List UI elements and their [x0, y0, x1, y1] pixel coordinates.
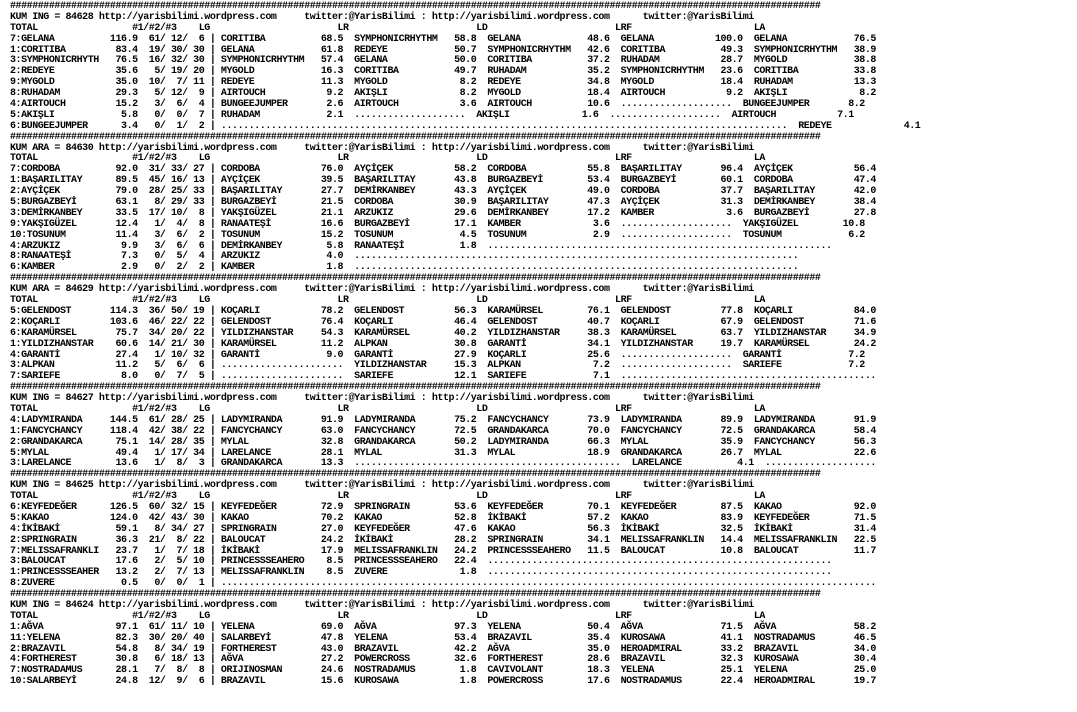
- report-row: 6:BUNGEEJUMPER 3.4 0/ 1/ 2 | ...................................................................................................... REDEYE 4.1: [10, 120, 921, 132]
- separator-line: ##################################################################################################################################################: [10, 469, 821, 481]
- report-row: 2:SPRINGRAIN 36.3 21/ 8/ 22 | BALOUCAT 24.2 İKİBAKİ 28.2 SPRINGRAIN 34.1 MELISSAFRANKLIN 14.4 MELISSAFRANKLIN 22.5: [10, 534, 876, 546]
- race-header: KUM ING = 84625 http://yarisbilimi.wordpress.com twitter:@YarisBilimi : http://yarisbilimi.wordpress.com twitter:@YarisBilimi: [10, 480, 754, 492]
- report-row: 9:MYGOLD 35.0 10/ 7/ 11 | REDEYE 11.3 MYGOLD 8.2 REDEYE 34.8 MYGOLD 18.4 RUHADAM 13.3: [10, 77, 876, 89]
- separator-line: ##################################################################################################################################################: [10, 1, 821, 12]
- report-row: 3:SYMPHONICRHYTH 76.5 16/ 32/ 30 | SYMPHONICRHYTHM 57.4 GELANA 50.0 CORITIBA 37.2 RUHADAM 28.7 MYGOLD 38.8: [10, 55, 876, 67]
- report-row: 5:KAKAO 124.0 42/ 43/ 30 | KAKAO 70.2 KAKAO 52.8 İKİBAKİ 57.2 KAKAO 83.9 KEYFEDEĞER 71.5: [10, 512, 876, 524]
- report-row: 4:GARANTİ 27.4 1/ 10/ 32 | GARANTİ 9.0 GARANTİ 27.9 KOÇARLI 25.6 .................... GARANTİ 7.2: [10, 349, 865, 361]
- report-row: 1:PRINCESSSEAHER 13.2 2/ 7/ 13 | MELISSAFRANKLIN 8.5 ZUVERE 1.8 ..............................................................: [10, 567, 832, 579]
- race-header: KUM ARA = 84630 http://yarisbilimi.wordpress.com twitter:@YarisBilimi : http://yarisbilimi.wordpress.com twitter:@YarisBilimi: [10, 142, 754, 154]
- report-row: 2:BRAZAVIL 54.8 8/ 34/ 19 | FORTHEREST 43.0 BRAZAVIL 42.2 AĞVA 35.0 HEROADMIRAL 33.2 BRAZAVIL 34.0: [10, 643, 876, 655]
- report-row: 2:KOÇARLI 103.6 46/ 22/ 22 | GELENDOST 76.4 KOÇARLI 46.4 GELENDOST 40.7 KOÇARLI 67.9 GELENDOST 71.6: [10, 316, 876, 328]
- report-row: 2:AYÇİÇEK 79.0 28/ 25/ 33 | BAŞARILITAY 27.7 DEMİRKANBEY 43.3 AYÇİÇEK 49.0 CORDOBA 37.7 BAŞARILITAY 42.0: [10, 186, 876, 198]
- separator-line: ##################################################################################################################################################: [10, 131, 821, 143]
- report-row: 4:FORTHEREST 30.8 6/ 18/ 13 | AĞVA 27.2 POWERCROSS 32.6 FORTHEREST 28.6 BRAZAVIL 32.3 KUROSAWA 30.4: [10, 654, 876, 666]
- report-row: 4:İKİBAKİ 59.1 8/ 34/ 27 | SPRINGRAIN 27.0 KEYFEDEĞER 47.6 KAKAO 56.3 İKİBAKİ 32.5 İKİBAKİ 31.4: [10, 523, 876, 535]
- report-row: 6:KAMBER 2.9 0/ 2/ 2 | KAMBER 1.8 ................................................................................: [10, 262, 799, 274]
- column-header: TOTAL #1/#2/#3 LG LR LD LRF LA: [10, 153, 765, 165]
- race-header: KUM ING = 84627 http://yarisbilimi.wordpress.com twitter:@YarisBilimi : http://yarisbilimi.wordpress.com twitter:@YarisBilimi: [10, 393, 754, 405]
- report-row: 3:ALPKAN 11.2 5/ 6/ 6 | ...................... YILDIZHANSTAR 15.3 ALPKAN 7.2 .................... SARIEFE 7.2: [10, 360, 865, 372]
- column-header: TOTAL #1/#2/#3 LG LR LD LRF LA: [10, 22, 765, 34]
- report-row: 7:MELISSAFRANKLI 23.7 1/ 7/ 18 | İKİBAKİ 17.9 MELISSAFRANKLIN 24.2 PRINCESSSEAHERO 11.5 BALOUCAT 10.8 BALOUCAT 11.7: [10, 545, 876, 557]
- report-row: 4:LADYMIRANDA 144.5 61/ 28/ 25 | LADYMIRANDA 91.9 LADYMIRANDA 75.2 FANCYCHANCY 73.9 LADYMIRANDA 89.9 LADYMIRANDA 91.9: [10, 414, 876, 426]
- report-row: 4:ARZUKIZ 9.9 3/ 6/ 6 | DEMİRKANBEY 5.8 RANAATEŞİ 1.8 ..............................................................: [10, 240, 832, 252]
- report-row: 5:AKIŞLI 5.8 0/ 0/ 7 | RUHADAM 2.1 .................... AKIŞLI 1.6 .................... AIRTOUCH 7.1: [10, 109, 854, 121]
- report-row: 9:YAKŞIGÜZEL 12.4 1/ 4/ 8 | RANAATEŞİ 16.6 BURGAZBEYİ 17.1 KAMBER 3.6 .................... YAKŞIGÜZEL 10.8: [10, 218, 865, 230]
- column-header: TOTAL #1/#2/#3 LG LR LD LRF LA: [10, 610, 765, 622]
- report-row: 5:BURGAZBEYİ 63.1 8/ 29/ 33 | BURGAZBEYİ 21.5 CORDOBA 30.9 BAŞARILITAY 47.3 AYÇİÇEK 31.3 DEMİRKANBEY 38.4: [10, 197, 876, 209]
- report-row: 4:AIRTOUCH 15.2 3/ 6/ 4 | BUNGEEJUMPER 2.6 AIRTOUCH 3.6 AIRTOUCH 10.6 .................... BUNGEEJUMPER 8.2: [10, 99, 865, 111]
- column-header: TOTAL #1/#2/#3 LG LR LD LRF LA: [10, 491, 765, 503]
- separator-line: ##################################################################################################################################################: [10, 273, 821, 285]
- separator-line: ##################################################################################################################################################: [10, 589, 821, 601]
- report-row: 10:TOSUNUM 11.4 3/ 6/ 2 | TOSUNUM 15.2 TOSUNUM 4.5 TOSUNUM 2.9 .................... TOSUNUM 6.2: [10, 229, 865, 241]
- race-header: KUM ING = 84628 http://yarisbilimi.wordpress.com twitter:@YarisBilimi : http://yarisbilimi.wordpress.com twitter:@YarisBilimi: [10, 11, 754, 23]
- report-row: 1:YILDIZHANSTAR 60.6 14/ 21/ 30 | KARAMÜRSEL 11.2 ALPKAN 30.8 GARANTİ 34.1 YILDIZHANSTAR 19.7 KARAMÜRSEL 24.2: [10, 338, 876, 350]
- race-header: KUM ING = 84624 http://yarisbilimi.wordpress.com twitter:@YarisBilimi : http://yarisbilimi.wordpress.com twitter:@YarisBilimi: [10, 599, 754, 611]
- race-header: KUM ARA = 84629 http://yarisbilimi.wordpress.com twitter:@YarisBilimi : http://yarisbilimi.wordpress.com twitter:@YarisBilimi: [10, 284, 754, 296]
- report-row: 5:MYLAL 49.4 1/ 17/ 34 | LARELANCE 28.1 MYLAL 31.3 MYLAL 18.9 GRANDAKARCA 26.7 MYLAL 22.6: [10, 447, 876, 459]
- report-row: 7:CORDOBA 92.0 31/ 33/ 27 | CORDOBA 76.0 AYÇİÇEK 58.2 CORDOBA 55.8 BAŞARILITAY 96.4 AYÇİÇEK 56.4: [10, 164, 876, 176]
- report-row: 3:LARELANCE 13.6 1/ 8/ 3 | GRANDAKARCA 13.3 ................................................ LARELANCE 4.1 ....................: [10, 458, 876, 470]
- report-row: 1:AĞVA 97.1 61/ 11/ 10 | YELENA 69.0 AĞVA 97.3 YELENA 50.4 AĞVA 71.5 AĞVA 58.2: [10, 621, 876, 633]
- column-header: TOTAL #1/#2/#3 LG LR LD LRF LA: [10, 295, 765, 307]
- report-row: 10:SALARBEYİ 24.8 12/ 9/ 6 | BRAZAVIL 15.6 KUROSAWA 1.8 POWERCROSS 17.6 NOSTRADAMUS 22.4 HEROADMIRAL 19.7: [10, 676, 876, 688]
- separator-line: ##################################################################################################################################################: [10, 382, 821, 394]
- report-row: 8:ZUVERE 0.5 0/ 0/ 1 | ......................................................................................................................: [10, 578, 876, 590]
- report-row: 6:KARAMÜRSEL 75.7 34/ 20/ 22 | YILDIZHANSTAR 54.3 KARAMÜRSEL 40.2 YILDIZHANSTAR 38.3 KARAMÜRSEL 63.7 YILDIZHANSTAR 34.9: [10, 327, 876, 339]
- report-row: 6:KEYFEDEĞER 126.5 60/ 32/ 15 | KEYFEDEĞER 72.9 SPRINGRAIN 53.6 KEYFEDEĞER 70.1 KEYFEDEĞER 87.5 KAKAO 92.0: [10, 501, 876, 513]
- report-row: 8:RUHADAM 29.3 5/ 12/ 9 | AIRTOUCH 9.2 AKIŞLI 8.2 MYGOLD 18.4 AIRTOUCH 9.2 AKIŞLI 8.2: [10, 88, 876, 100]
- report-row: 7:NOSTRADAMUS 28.1 7/ 8/ 8 | ORIJINOSMAN 24.6 NOSTRADAMUS 1.8 CAVIVOLANT 18.3 YELENA 25.1 YELENA 25.0: [10, 665, 876, 677]
- column-header: TOTAL #1/#2/#3 LG LR LD LRF LA: [10, 403, 765, 415]
- report-row: 7:GELANA 116.9 61/ 12/ 6 | CORITIBA 68.5 SYMPHONICRHYTHM 58.8 GELANA 48.6 GELANA 100.0 GELANA 76.5: [10, 33, 876, 45]
- report-row: 8:RANAATEŞİ 7.3 0/ 5/ 4 | ARZUKIZ 4.0 ................................................................................: [10, 251, 799, 263]
- report-row: 11:YELENA 82.3 30/ 20/ 40 | SALARBEYİ 47.8 YELENA 53.4 BRAZAVIL 35.4 KUROSAWA 41.1 NOSTRADAMUS 46.5: [10, 632, 876, 644]
- report-row: 2:REDEYE 35.6 5/ 19/ 20 | MYGOLD 16.3 CORITIBA 49.7 RUHADAM 35.2 SYMPHONICRHYTHM 23.6 CORITIBA 33.8: [10, 66, 876, 78]
- report-row: 1:CORITIBA 83.4 19/ 30/ 30 | GELANA 61.8 REDEYE 50.7 SYMPHONICRHYTHM 42.6 CORITIBA 49.3 SYMPHONICRHYTHM 38.9: [10, 44, 876, 56]
- report-row: 7:SARIEFE 8.0 0/ 7/ 5 | ...................... SARIEFE 12.1 SARIEFE 7.1 ..............................................: [10, 371, 876, 383]
- report-row: 5:GELENDOST 114.3 36/ 50/ 19 | KOÇARLI 78.2 GELENDOST 56.3 KARAMÜRSEL 76.1 GELENDOST 77.8 KOÇARLI 84.0: [10, 305, 876, 317]
- report-row: 1:FANCYCHANCY 118.4 42/ 38/ 22 | FANCYCHANCY 63.0 FANCYCHANCY 72.5 GRANDAKARCA 70.0 FANCYCHANCY 72.5 GRANDAKARCA 58.4: [10, 425, 876, 437]
- report-row: 2:GRANDAKARCA 75.1 14/ 28/ 35 | MYLAL 32.8 GRANDAKARCA 50.2 LADYMIRANDA 66.3 MYLAL 35.9 FANCYCHANCY 56.3: [10, 436, 876, 448]
- report-row: 3:BALOUCAT 17.6 2/ 5/ 10 | PRINCESSSEAHERO 8.5 PRINCESSSEAHERO 22.4 ..............................................................: [10, 556, 832, 568]
- report-row: 1:BAŞARILITAY 89.5 45/ 16/ 13 | AYÇİÇEK 39.5 BAŞARILITAY 43.8 BURGAZBEYİ 53.4 BURGAZBEYİ 60.1 CORDOBA 47.4: [10, 175, 876, 187]
- report-row: 3:DEMİRKANBEY 33.5 17/ 10/ 8 | YAKŞIGÜZEL 21.1 ARZUKIZ 29.6 DEMİRKANBEY 17.2 KAMBER 3.6 BURGAZBEYİ 27.8: [10, 207, 876, 219]
